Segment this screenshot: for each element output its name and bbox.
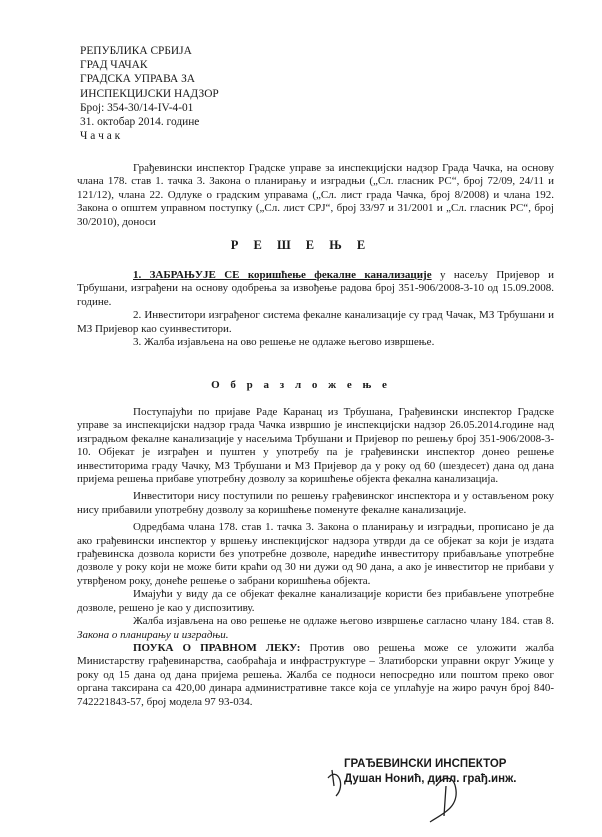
decision-title: Р Е Ш Е Њ Е <box>230 238 372 252</box>
reasoning-paragraph-3: Одредбама члана 178. став 1. тачка 3. Закона о планирању и изградњи, прописано је да ако грађевински инспектор у вршењу инспекцијског надзора утврди да се објекат за који је издата грађевинска дозвола користи без употребне дозволе, наредиће инвеститору прибављање употребне дозволе у року који не може бити краћи од 30 ни дужи од 90 дана, а ако је инвеститор не прибави у утврђеном року, донеће решење о забрани коришћења објекта. <box>77 521 554 587</box>
header-city: ГРАД ЧАЧАК <box>80 59 148 72</box>
reasoning-paragraph-2: Инвеститори нису поступили по решењу грађевинског инспектора и у остављеном року нису прибавили употребну дозволу за коришћење поменуте фекалне канализације. <box>77 490 554 516</box>
signature-name: Душан Нонић, дипл. грађ.инж. <box>344 772 517 785</box>
case-number: Број: 354-30/14-IV-4-01 <box>80 101 194 114</box>
reasoning-title: О б р а з л о ж е њ е <box>211 379 391 391</box>
reasoning-paragraph-1: Поступајући по пријаве Раде Каранац из Трбушана, Грађевински инспектор Градске управе за инспекцијски надзор града Чачка извршио је инспекцијски надзор 26.05.2014.године над изградњом фекалне канализације у насељима Трбушани и Пријевор по решењу број 351-906/2008-3-10. Објекат је изграђен и пуштен у употребу па је грађевински инспектор донео решење инвеститорима граду Чачку, МЗ Трбушани и МЗ Пријевор да у року од 60 (шездесет) дана од дана пријема решења прибаве употребну дозволу за коришћење објекта фекална канализација. <box>77 406 554 486</box>
header-administration: ГРАДСКА УПРАВА ЗА <box>80 73 196 86</box>
header-department: ИНСПЕКЦИЈСКИ НАДЗОР <box>80 87 219 100</box>
document-header <box>80 44 219 143</box>
legal-remedy-heading: ПОУКА О ПРАВНОМ ЛЕКУ: <box>133 641 301 654</box>
decision-item-1 <box>77 269 554 309</box>
decision-item-2: 2. Инвеститори изграђеног система фекалне канализације су град Чачак, МЗ Трбушани и МЗ Пријевор као суинвеститори. <box>77 309 554 335</box>
decision-item-1-text: у насељу Пријевор и Трбушани, изграђени на основу одобрења за извођење радова број 351-906/2008-3-10 од 15.09.2008. године. <box>77 269 554 308</box>
reasoning-section <box>77 406 554 709</box>
legal-remedy-text: Против ово решења може се уложити жалба Министарству грађевинарства, саобраћаја и инфраструктуре – Златиборски управни округ Ужице у року од 15 дана од дана пријема решења. Жалба се подноси непосредно или поштом преко овог органа таксирана са 420,00 динара административне таксе која се уплаћује на жиро рачун број 840-742221843-57, број модела 97 93-034. <box>77 641 555 708</box>
document-date: 31. октобар 2014. године <box>80 116 200 129</box>
header-republic: РЕПУБЛИКА СРБИЈА <box>80 45 192 57</box>
intro-text: Грађевински инспектор Градске управе за инспекцијски надзор Града Чачка, на основу члана 178. став 1. тачка 3. Закона о планирању и изградњи („Сл. гласник РС“, број 72/09, 24/11 и 121/12), члана 22. Одлуке о градским управама („Сл. лист града Чачка, број 8/2008) и члана 192. Закона о општем управном поступку („Сл. лист СРЈ“, број 33/97 и 31/2001 и „Сл. гласник РС“, број 30/2010), доноси <box>77 162 554 228</box>
document-place: Ч а ч а к <box>80 130 121 143</box>
signature-title: ГРАЂЕВИНСКИ ИНСПЕКТОР <box>344 758 507 770</box>
law-reference: Закона о планирању и изградњи. <box>77 628 229 641</box>
legal-remedy-paragraph <box>77 642 554 709</box>
reasoning-paragraph-4: Имајући у виду да се објекат фекалне канализације користи без прибављене употребне дозволе, решено је као у диспозитиву. <box>77 588 554 614</box>
appeal-note-text: Жалба изјављена на ово решење не одлаже његово извршење сагласно члану 184. став 8. <box>133 615 554 628</box>
decision-item-3: 3. Жалба изјављена на ово решење не одлаже његово извршење. <box>133 336 435 349</box>
decision-items <box>77 269 554 349</box>
reasoning-paragraph-5 <box>77 615 554 642</box>
signature-block <box>344 757 516 786</box>
decision-item-1-bold: 1. ЗАБРАЊУЈЕ СЕ коришћење фекалне канализације <box>133 269 432 281</box>
intro-paragraph <box>77 162 554 229</box>
